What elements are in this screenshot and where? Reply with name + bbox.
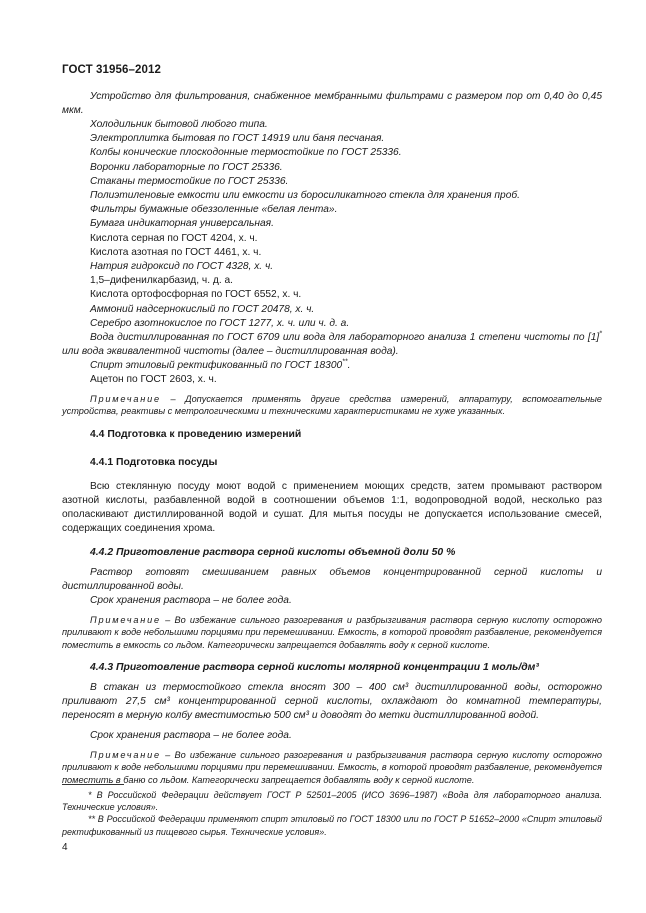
footnote-divider [62,784,124,785]
list-item: Бумага индикаторная универсальная. [90,218,274,230]
footnote-ref: ** [342,358,348,366]
alcohol-item [62,359,602,373]
list-item: Фильтры бумажные обеззоленные «белая лента». [90,204,338,216]
note-text: – Во избежание сильного разогревания и разбрызгивания раствора серную кислоту осторожно приливают к воде небольшими порциями при перемешивании. Емкость, в которой проводят разбавление, рекомендуется поместить в емкость со льдом. Категорически запрещается добавлять воду к серной кислоте. [62,614,602,650]
storage-text: Срок хранения раствора – не более года. [90,594,292,606]
list-item: Натрия гидроксид по ГОСТ 4328, х. ч. [90,261,274,273]
page-number: 4 [62,842,68,853]
alcohol-item-text: Спирт этиловый ректификованный по ГОСТ 18300 [90,360,343,372]
water-item [62,331,602,359]
section-heading-4-4: 4.4 Подготовка к проведению измерений [90,428,302,440]
alcohol-item-end: . [347,360,351,372]
list-item: Устройство для фильтрования, снабженное мембранными фильтрами с размером пор от 0,40 до 0,45 мкм. [62,91,602,116]
list-item: Кислота серная по ГОСТ 4204, х. ч. [90,232,258,244]
note-1 [62,393,602,418]
list-item: Серебро азотнокислое по ГОСТ 1277, х. ч. или ч. д. а. [90,317,350,329]
list-item: Аммоний надсернокислый по ГОСТ 20478, х. ч. [90,303,315,315]
list-item: Воронки лабораторные по ГОСТ 25336. [90,161,283,173]
list-item: 1,5–дифенилкарбазид, ч. д. а. [90,275,233,287]
storage-text: Срок хранения раствора – не более года. [90,730,292,742]
list-item: Стаканы термостойкие по ГОСТ 25336. [90,175,289,187]
footnotes [62,789,602,838]
equipment-list [62,118,602,331]
list-item: Электроплитка бытовая по ГОСТ 14919 или баня песчаная. [90,133,385,145]
document-header: ГОСТ 31956–2012 [62,64,162,76]
note-text: – Допускается применять другие средства измерений, аппаратуру, вспомогательные устройства, реактивы с метрологическими и техническими характеристиками не хуже указанных. [62,394,602,417]
note-text: – Во избежание сильного разогревания и разбрызгивания раствора серную кислоту осторожно приливают к воде небольшими порциями при перемешивании. Емкость, в которой проводят разбавление, рекомендуется поместить в баню со льдом. Категорически запрещается добавлять воду к серной кислоте. [62,750,602,785]
footnote-1: * В Российской Федерации действует ГОСТ Р 52501–2005 (ИСО 3696–1987) «Вода для лабораторного анализа. Технические условия». [62,790,602,813]
note-label: Примечание [90,750,161,761]
section-heading-4-4-2: 4.4.2 Приготовление раствора серной кислоты объемной доли 50 % [90,546,456,558]
document-body [62,90,602,786]
section-text-4-4-2: Раствор готовят смешиванием равных объемов концентрированной серной кислоты и дистиллированной воды. [62,566,602,592]
note-label: Примечание [90,394,161,405]
list-item: Холодильник бытовой любого типа. [90,119,268,130]
water-item-text-end: или вода эквивалентной чистоты (далее – дистиллированная вода). [62,346,399,358]
footnote-2: ** В Российской Федерации применяют спирт этиловый по ГОСТ 18300 или по ГОСТ Р 51652–2000 «Спирт этиловый ректификованный из пищевого сырья. Технические условия». [62,814,602,837]
list-item: Кислота ортофосфорная по ГОСТ 6552, х. ч. [90,289,302,301]
footnote-ref: * [599,330,602,338]
list-item: Полиэтиленовые емкости или емкости из боросиликатного стекла для хранения проб. [90,190,520,202]
list-item: Кислота азотная по ГОСТ 4461, х. ч. [90,246,262,258]
section-heading-4-4-3: 4.4.3 Приготовление раствора серной кислоты молярной концентрации 1 моль/дм³ [90,662,539,674]
list-item: Колбы конические плоскодонные термостойкие по ГОСТ 25336. [90,147,402,159]
note-2 [62,614,602,651]
section-heading-4-4-1: 4.4.1 Подготовка посуды [90,456,218,468]
water-item-text: Вода дистиллированная по ГОСТ 6709 или вода для лабораторного анализа 1 степени чистоты по [1] [90,332,600,344]
note-label: Примечание [90,614,161,625]
section-text-4-4-3: В стакан из термостойкого стекла вносят 300 – 400 см³ дистиллированной воды, осторожно приливают 27,5 см³ концентрированной серной кислоты, охлаждают до комнатной температуры, переносят в мерную колбу вместимостью 500 см³ и доводят до метки дистиллированной водой. [62,682,602,722]
section-text-4-4-1: Всю стеклянную посуду моют водой с применением моющих средств, затем промывают раствором азотной кислоты, разбавленной водой в соотношении объемов 1:1, водопроводной водой, несколько раз ополаскивают дистиллированной водой и сушат. Для мытья посуды не допускается использование смесей, содержащих соединения хрома. [62,480,602,534]
note-3 [62,749,602,786]
acetone-item: Ацетон по ГОСТ 2603, х. ч. [90,374,217,386]
